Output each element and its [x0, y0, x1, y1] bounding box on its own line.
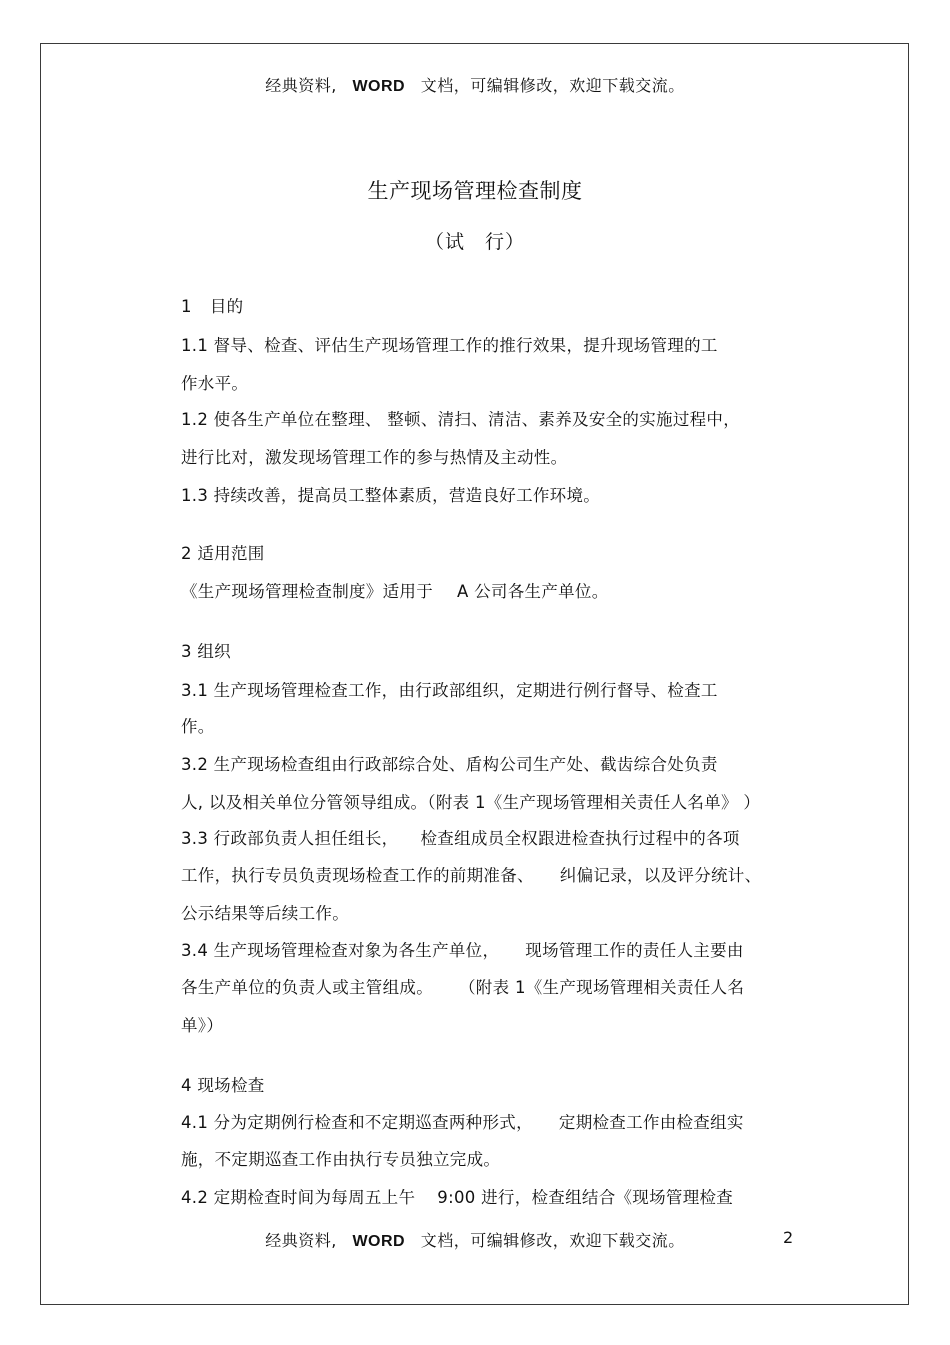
paragraph-line: 《生产现场管理检查制度》适用于 A 公司各生产单位。 [181, 582, 609, 601]
document-title: 生产现场管理检查制度 [367, 179, 583, 203]
paragraph-line: 人, 以及相关单位分管领导组成。（附表 1《生产现场管理相关责任人名单》 ） [181, 793, 761, 812]
section-4-heading: 4 现场检查 [181, 1076, 265, 1095]
paragraph-line: 3.4 生产现场管理检查对象为各生产单位， 现场管理工作的责任人主要由 [181, 941, 744, 960]
paragraph-line: 各生产单位的负责人或主管组成。 （附表 1《生产现场管理相关责任人名 [181, 978, 745, 997]
section-1-heading: 1 目的 [181, 297, 244, 316]
paragraph-line: 作。 [181, 717, 215, 736]
banner-prefix: 经典资料, [265, 76, 337, 95]
footer-banner [0, 1228, 950, 1251]
header-banner [0, 73, 950, 96]
section-3-heading: 3 组织 [181, 642, 231, 661]
paragraph-line: 3.2 生产现场检查组由行政部综合处、盾构公司生产处、截齿综合处负责 [181, 755, 718, 774]
paragraph-line: 施，不定期巡查工作由执行专员独立完成。 [181, 1150, 501, 1169]
paragraph-line: 4.2 定期检查时间为每周五上午 9:00 进行，检查组结合《现场管理检查 [181, 1188, 734, 1207]
banner-prefix: 经典资料, [265, 1231, 337, 1250]
section-2-heading: 2 适用范围 [181, 544, 265, 563]
paragraph-line: 工作，执行专员负责现场检查工作的前期准备、 纠偏记录，以及评分统计、 [181, 866, 762, 885]
page-number: 2 [783, 1228, 794, 1247]
paragraph-line: 进行比对，激发现场管理工作的参与热情及主动性。 [181, 448, 568, 467]
banner-word: WORD [352, 1233, 406, 1250]
document-subtitle: （试 行） [424, 231, 526, 253]
paragraph-line: 公示结果等后续工作。 [181, 904, 349, 923]
paragraph-line: 1.3 持续改善，提高员工整体素质，营造良好工作环境。 [181, 486, 601, 505]
paragraph-line: 3.3 行政部负责人担任组长， 检查组成员全权跟进检查执行过程中的各项 [181, 829, 740, 848]
paragraph-line: 作水平。 [181, 374, 249, 393]
paragraph-line: 3.1 生产现场管理检查工作，由行政部组织，定期进行例行督导、检查工 [181, 681, 718, 700]
banner-word: WORD [352, 78, 406, 95]
paragraph-line: 单》） [181, 1016, 224, 1035]
paragraph-line: 4.1 分为定期例行检查和不定期巡查两种形式， 定期检查工作由检查组实 [181, 1113, 744, 1132]
paragraph-line: 1.1 督导、检查、评估生产现场管理工作的推行效果，提升现场管理的工 [181, 336, 718, 355]
paragraph-line: 1.2 使各生产单位在整理、 整顿、清扫、清洁、素养及安全的实施过程中， [181, 410, 741, 429]
banner-suffix: 文档，可编辑修改，欢迎下载交流。 [420, 1231, 685, 1250]
banner-suffix: 文档，可编辑修改，欢迎下载交流。 [420, 76, 685, 95]
